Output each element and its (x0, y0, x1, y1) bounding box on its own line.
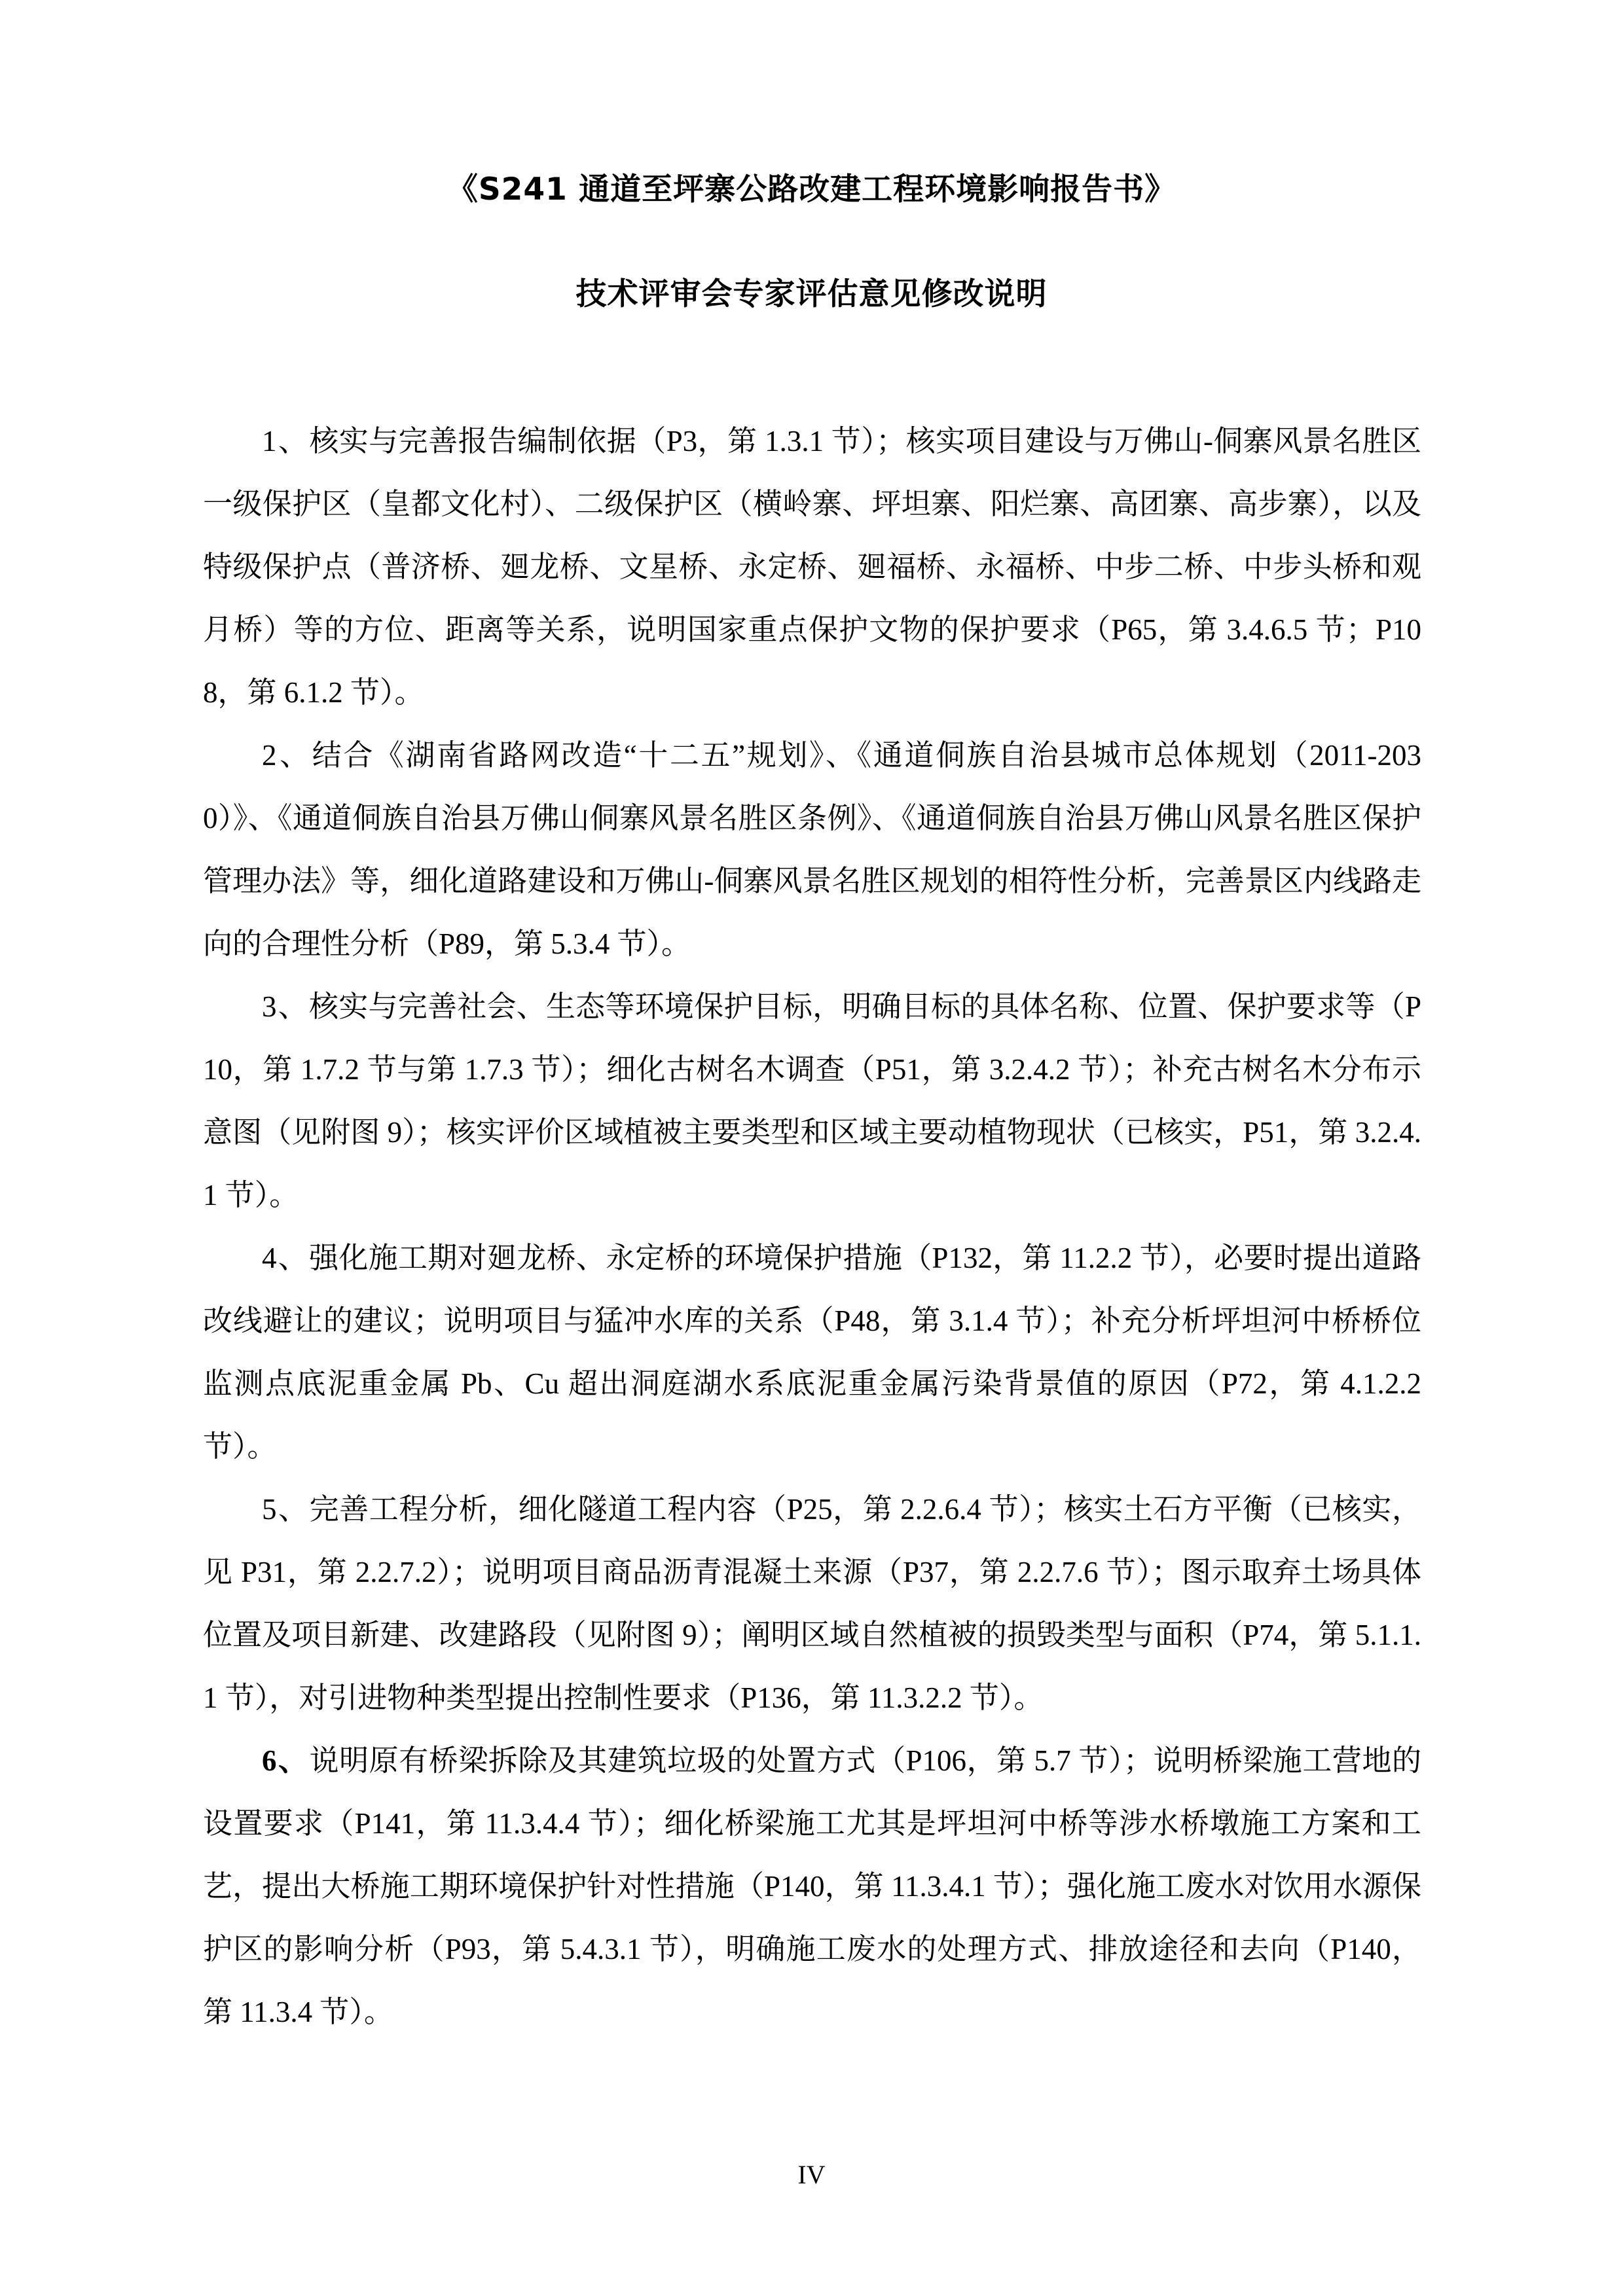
paragraph-number: 4、 (262, 1242, 310, 1274)
paragraph-number: 6、 (262, 1744, 310, 1777)
paragraph-text: 结合《湖南省路网改造“十二五”规划》、《通道侗族自治县城市总体规划（2011-2030）》、《通道侗族自治县万佛山侗寨风景名胜区条例》、《通道侗族自治县万佛山风景名胜区保护管理办法》等，细化道路建设和万佛山-侗寨风景名胜区规划的相符性分析，完善景区内线路走向的合理性分析（P89，第 5.3.4 节）。 (203, 739, 1421, 960)
paragraph-text: 核实与完善社会、生态等环境保护目标，明确目标的具体名称、位置、保护要求等（P10，第 1.7.2 节与第 1.7.3 节）；细化古树名木调查（P51，第 3.2.4.2 节）；补充古树名木分布示意图（见附图 9）；核实评价区域植被主要类型和区域主要动植物现状（已核实，P51，第 3.2.4.1 节）。 (203, 990, 1421, 1211)
paragraph-number: 2、 (262, 739, 312, 772)
paragraph-text: 核实与完善报告编制依据（P3，第 1.3.1 节）；核实项目建设与万佛山-侗寨风景名胜区一级保护区（皇都文化村）、二级保护区（横岭寨、坪坦寨、阳烂寨、高团寨、高步寨），以及特级保护点（普济桥、廻龙桥、文星桥、永定桥、廻福桥、永福桥、中步二桥、中步头桥和观月桥）等的方位、距离等关系，说明国家重点保护文物的保护要求（P65，第 3.4.6.5 节；P108，第 6.1.2 节）。 (203, 425, 1421, 709)
paragraph-text: 说明原有桥梁拆除及其建筑垃圾的处置方式（P106，第 5.7 节）；说明桥梁施工营地的设置要求（P141，第 11.3.4.4 节）；细化桥梁施工尤其是坪坦河中桥等涉水桥墩施工方案和工艺，提出大桥施工期环境保护针对性措施（P140，第 11.3.4.1 节）；强化施工废水对饮用水源保护区的影响分析（P93，第 5.4.3.1 节），明确施工废水的处理方式、排放途径和去向（P140，第 11.3.4 节）。 (203, 1744, 1421, 2028)
document-title: 《S241 通道至坪寨公路改建工程环境影响报告书》 (447, 171, 1176, 207)
paragraph-number: 5、 (262, 1493, 310, 1526)
paragraph (203, 975, 1421, 1227)
page-number: IV (797, 2160, 826, 2189)
paragraphs (203, 410, 1421, 2043)
paragraph (203, 1227, 1421, 1478)
paragraph (203, 1478, 1421, 1729)
title-block (0, 0, 1623, 313)
document-subtitle: 技术评审会专家评估意见修改说明 (575, 276, 1048, 312)
paragraph-number: 1、 (262, 425, 310, 457)
paragraph (203, 1729, 1421, 2043)
paragraph-text: 强化施工期对廻龙桥、永定桥的环境保护措施（P132，第 11.2.2 节），必要时提出道路改线避让的建议；说明项目与猛冲水库的关系（P48，第 3.1.4 节）；补充分析坪坦河中桥桥位监测点底泥重金属 Pb、Cu 超出洞庭湖水系底泥重金属污染背景值的原因（P72，第 4.1.2.2 节）。 (203, 1242, 1421, 1463)
paragraph (203, 724, 1421, 975)
paragraph-text: 完善工程分析，细化隧道工程内容（P25，第 2.2.6.4 节）；核实土石方平衡（已核实，见 P31，第 2.2.7.2）；说明项目商品沥青混凝土来源（P37，第 2.2.7.6 节）；图示取弃土场具体位置及项目新建、改建路段（见附图 9）；阐明区域自然植被的损毁类型与面积（P74，第 5.1.1.1 节），对引进物种类型提出控制性要求（P136，第 11.3.2.2 节）。 (203, 1493, 1421, 1714)
paragraph (203, 410, 1421, 724)
paragraph-number: 3、 (262, 990, 309, 1023)
